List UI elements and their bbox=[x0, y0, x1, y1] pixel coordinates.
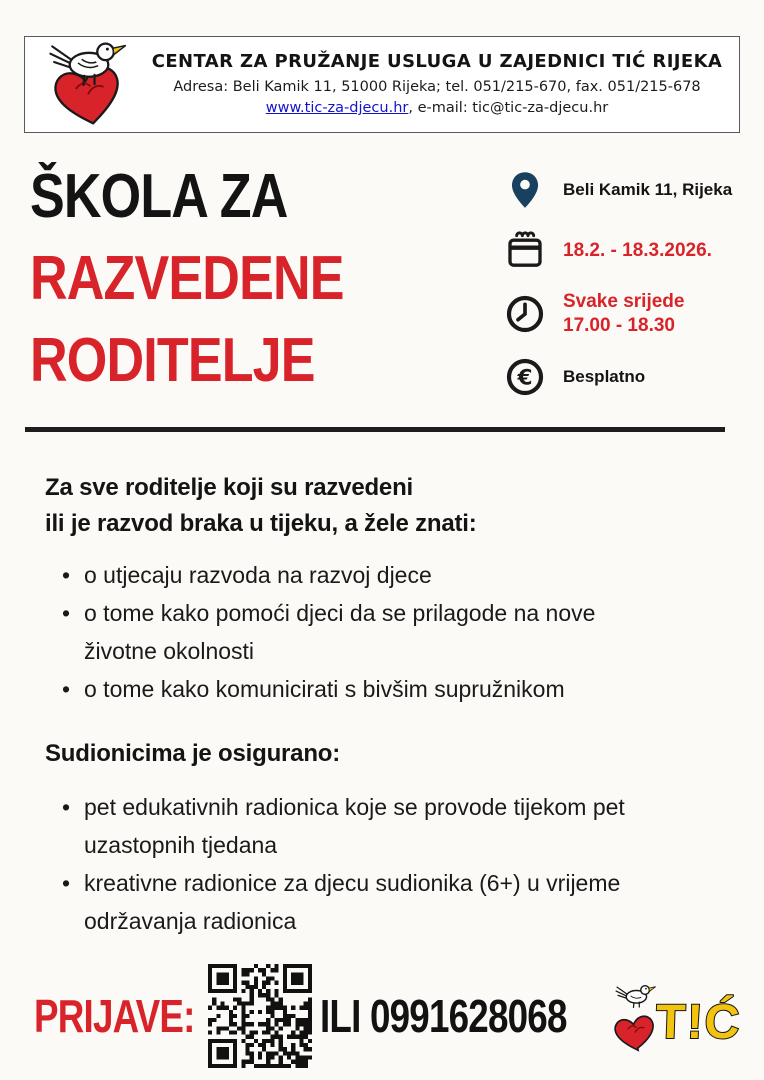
qr-code bbox=[208, 964, 312, 1068]
list-item: • kreativne radionice za djecu sudionika (6+) u vrijeme održavanja radionica bbox=[58, 864, 630, 940]
svg-text:€: € bbox=[517, 365, 533, 391]
title-line-1: ŠKOLA ZA bbox=[30, 162, 288, 231]
info-price-text: Besplatno bbox=[563, 367, 646, 386]
tic-logo-text: T!Ć bbox=[654, 994, 742, 1049]
signup-label: PRIJAVE: bbox=[34, 990, 195, 1042]
topics-list bbox=[58, 556, 620, 708]
website-link[interactable]: www.tic-za-djecu.hr bbox=[265, 100, 409, 116]
schedule-line-1: Svake srijede bbox=[563, 291, 685, 312]
org-contact-line bbox=[143, 100, 731, 116]
intro-text bbox=[45, 470, 477, 542]
clock-icon bbox=[503, 294, 547, 334]
calendar-icon bbox=[503, 231, 547, 271]
list-item: • o tome kako pomoći djeci da se prilagode na nove životne okolnosti bbox=[58, 594, 620, 670]
info-location-text: Beli Kamik 11, Rijeka bbox=[563, 180, 733, 199]
org-name: CENTAR ZA PRUŽANJE USLUGA U ZAJEDNICI TIĆ RIJEKA bbox=[151, 51, 723, 72]
provided-list bbox=[58, 788, 630, 940]
intro-line-2: ili je razvod braka u tijeku, a žele znati: bbox=[45, 510, 477, 537]
info-row-dates bbox=[503, 229, 753, 273]
email-text: , e-mail: tic@tic-za-djecu.hr bbox=[408, 100, 609, 116]
list-item: • o tome kako komunicirati s bivšim supružnikom bbox=[58, 670, 620, 708]
tic-footer-logo bbox=[606, 973, 754, 1059]
info-panel bbox=[503, 168, 753, 416]
phone-label: ILI 0991628068 bbox=[320, 990, 567, 1042]
title-line-3: RODITELJE bbox=[30, 326, 315, 395]
info-dates-text: 18.2. - 18.3.2026. bbox=[563, 240, 712, 261]
bird-on-heart-logo bbox=[37, 39, 141, 131]
list-item: • pet edukativnih radionica koje se provode tijekom pet uzastopnih tjedana bbox=[58, 788, 630, 864]
euro-icon bbox=[503, 357, 547, 397]
section-divider bbox=[25, 427, 725, 432]
provided-heading: Sudionicima je osigurano: bbox=[45, 740, 341, 767]
list-item: • o utjecaju razvoda na razvoj djece bbox=[58, 556, 620, 594]
info-row-price bbox=[503, 355, 753, 399]
title-line-2: RAZVEDENE bbox=[30, 244, 344, 313]
footer-row bbox=[0, 952, 764, 1080]
info-row-location bbox=[503, 168, 753, 212]
intro-line-1: Za sve roditelje koji su razvedeni bbox=[45, 474, 414, 501]
header-box bbox=[24, 36, 740, 133]
schedule-line-2: 17.00 - 18.30 bbox=[563, 315, 675, 336]
poster-title bbox=[30, 156, 403, 402]
map-pin-icon bbox=[503, 170, 547, 210]
info-schedule-text bbox=[563, 290, 684, 338]
org-address: Adresa: Beli Kamik 11, 51000 Rijeka; tel. 051/215-670, fax. 051/215-678 bbox=[173, 79, 701, 95]
info-row-schedule bbox=[503, 290, 753, 338]
